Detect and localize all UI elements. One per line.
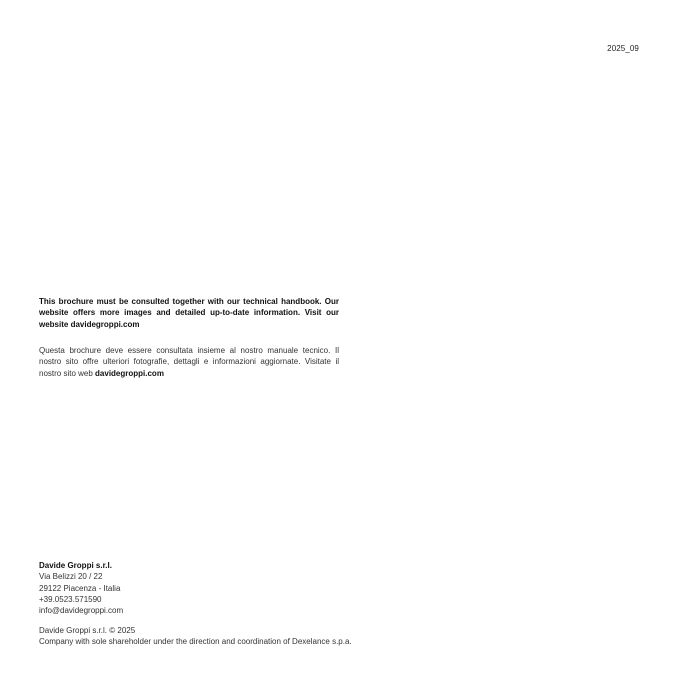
edition-code: 2025_09 bbox=[607, 44, 639, 53]
ownership-line: Company with sole shareholder under the direction and coordination of Dexelance s.p.a. bbox=[39, 637, 352, 647]
notice-english bbox=[39, 296, 339, 330]
legal-info bbox=[39, 625, 352, 648]
notice-italian bbox=[39, 345, 339, 379]
notice-english-text: This brochure must be consulted together with our technical handbook. Our website offers more images and detailed up-to-date information. Visit our website bbox=[39, 297, 339, 329]
company-address: Via Belizzi 20 / 22 bbox=[39, 572, 103, 582]
notice-english-website[interactable]: davidegroppi.com bbox=[70, 319, 140, 329]
company-phone[interactable]: +39.0523.571590 bbox=[39, 594, 102, 604]
company-email[interactable]: info@davidegroppi.com bbox=[39, 606, 124, 616]
notice-italian-website[interactable]: davidegroppi.com bbox=[95, 368, 164, 378]
copyright-line: Davide Groppi s.r.l. © 2025 bbox=[39, 626, 136, 635]
company-info bbox=[39, 560, 123, 616]
company-city: 29122 Piacenza - Italia bbox=[39, 583, 121, 593]
company-name: Davide Groppi s.r.l. bbox=[39, 561, 112, 570]
notice-italian-text: Questa brochure deve essere consultata insieme al nostro manuale tecnico. Il nostro sito offre ulteriori fotografie, dettagli e informazioni aggiornate. Visitate il nostro sito web bbox=[39, 346, 339, 378]
